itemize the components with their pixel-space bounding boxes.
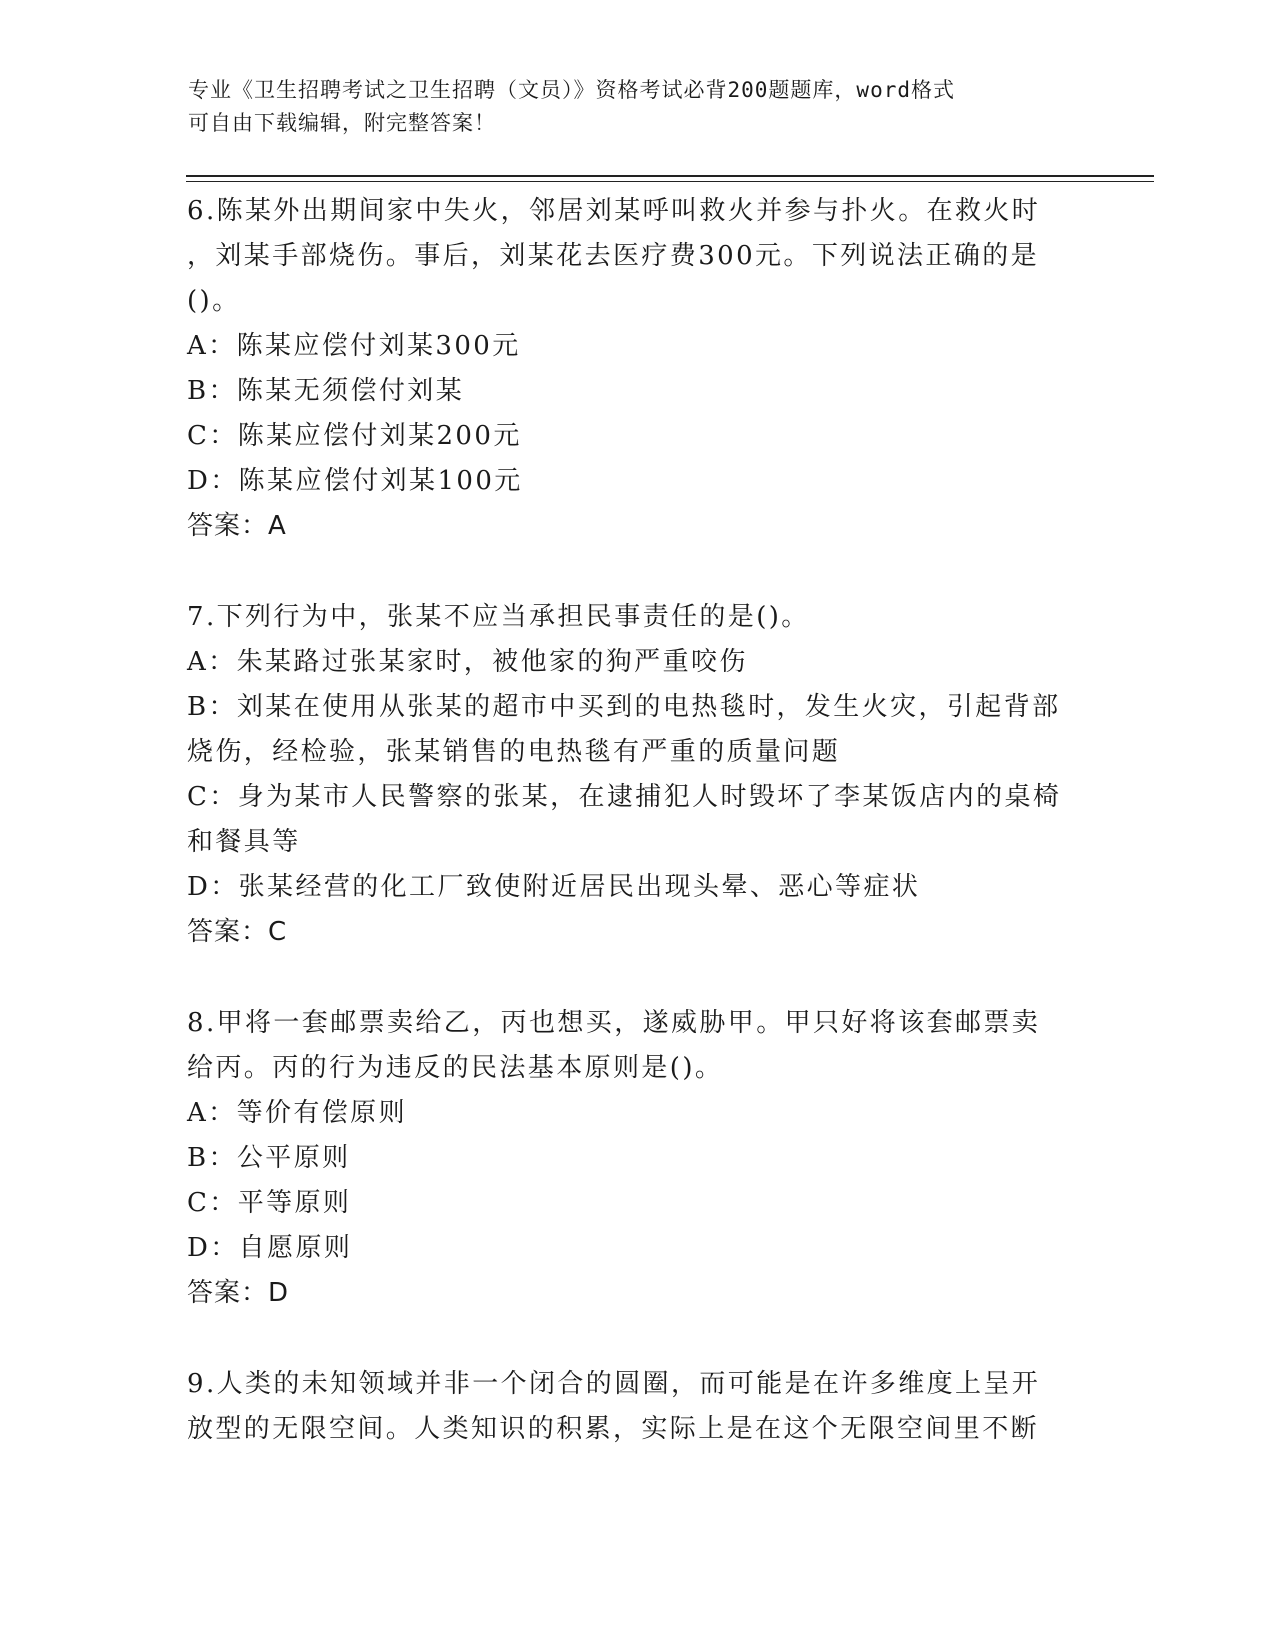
answer-label: 答案：D: [187, 1278, 290, 1308]
option-d: D：张某经营的化工厂致使附近居民出现头晕、恶心等症状: [187, 872, 921, 902]
question-9: [187, 1362, 1067, 1452]
question-8: [187, 1001, 1067, 1316]
question-text-line: 8.甲将一套邮票卖给乙，丙也想买，遂威胁甲。甲只好将该套邮票卖: [187, 1008, 1041, 1038]
question-7: [187, 595, 1067, 955]
answer-label: 答案：A: [187, 511, 287, 541]
header-divider-thick: [186, 175, 1154, 177]
question-text-line: ，刘某手部烧伤。事后，刘某花去医疗费300元。下列说法正确的是: [187, 241, 1040, 271]
question-text-line: 6.陈某外出期间家中失火，邻居刘某呼叫救火并参与扑火。在救火时: [187, 196, 1041, 226]
header-divider-thin: [186, 181, 1154, 182]
option-d: D：陈某应偿付刘某100元: [187, 466, 523, 496]
option-b: B：陈某无须偿付刘某: [187, 376, 465, 406]
document-header: [188, 74, 1088, 140]
question-text-line: 7.下列行为中，张某不应当承担民事责任的是()。: [187, 602, 810, 632]
question-text-line: 放型的无限空间。人类知识的积累，实际上是在这个无限空间里不断: [187, 1414, 1040, 1444]
option-a: A：等价有偿原则: [187, 1098, 407, 1128]
option-b: B：刘某在使用从张某的超市中买到的电热毯时，发生火灾，引起背部: [187, 692, 1061, 722]
question-6: [187, 189, 1067, 549]
question-text-line: ()。: [187, 286, 241, 316]
option-a: A：陈某应偿付刘某300元: [187, 331, 521, 361]
option-b-continued: 烧伤，经检验，张某销售的电热毯有严重的质量问题: [187, 737, 841, 767]
option-a: A：朱某路过张某家时，被他家的狗严重咬伤: [187, 647, 748, 677]
question-spacer: [187, 955, 1067, 1001]
header-line-1: 专业《卫生招聘考试之卫生招聘（文员）》资格考试必背200题题库，word格式: [188, 78, 955, 102]
question-list: [187, 189, 1067, 1452]
option-c-continued: 和餐具等: [187, 827, 301, 857]
option-d: D：自愿原则: [187, 1233, 353, 1263]
option-c: C：平等原则: [187, 1188, 352, 1218]
header-line-2: 可自由下载编辑，附完整答案！: [188, 111, 496, 135]
option-c: C：身为某市人民警察的张某，在逮捕犯人时毁坏了李某饭店内的桌椅: [187, 782, 1062, 812]
option-b: B：公平原则: [187, 1143, 351, 1173]
question-text-line: 给丙。丙的行为违反的民法基本原则是()。: [187, 1053, 724, 1083]
question-text-line: 9.人类的未知领域并非一个闭合的圆圈，而可能是在许多维度上呈开: [187, 1369, 1041, 1399]
question-spacer: [187, 549, 1067, 595]
option-c: C：陈某应偿付刘某200元: [187, 421, 522, 451]
question-spacer: [187, 1316, 1067, 1362]
answer-label: 答案：C: [187, 917, 288, 947]
